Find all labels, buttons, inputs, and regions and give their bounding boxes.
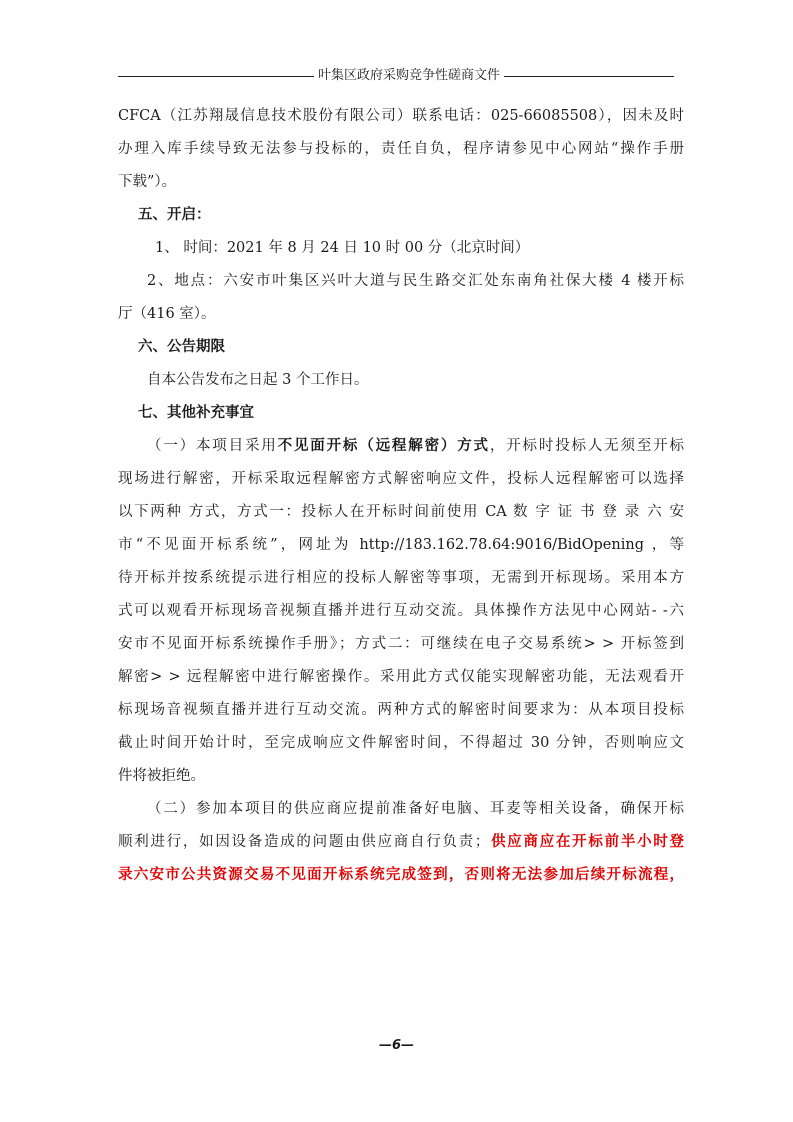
bold-emphasis: 不见面开标（远程解密）方式 (277, 438, 490, 454)
text-line (118, 826, 684, 859)
text-span: 顺利进行，如因设备造成的问题由供应商自行负责； (118, 834, 490, 850)
header-title: 叶集区政府采购竞争性磋商文件 (317, 68, 500, 83)
page-header (118, 66, 674, 86)
text-line: 安市不见面开标系统操作手册》；方式二：可继续在电子交易系统> > 开标签到 (118, 636, 684, 652)
text-span: ，开标时投标人无须至开标 (489, 438, 684, 454)
text-line: 办理入库手续导致无法参与投标的，责任自负，程序请参见中心网站“操作手册 (118, 141, 684, 157)
text-line: 以下两种 方式，方式一：投标人在开标时间前使用 CA 数 字 证 书 登 录 六 安 (118, 504, 684, 520)
text-line: 待开标并按系统提示进行相应的投标人解密等事项，无需到开标现场。采用本方 (118, 570, 684, 586)
page-number: —6— (378, 1038, 415, 1053)
text-line: 件将被拒绝。 (118, 768, 205, 784)
text-line: 厅（416 室）。 (118, 306, 216, 322)
red-emphasis-line: 录六安市公共资源交易不见面开标系统完成签到，否则将无法参加后续开标流程， (118, 867, 684, 883)
text-line: （二）参加本项目的供应商应提前准备好电脑、耳麦等相关设备，确保开标 (147, 801, 684, 817)
text-line (118, 430, 684, 463)
text-line: 2、地点：六安市叶集区兴叶大道与民生路交汇处东南角社保大楼 4 楼开标 (147, 273, 684, 289)
section-heading-7: 七、其他补充事宜 (138, 405, 254, 421)
text-line: 截止时间开始计时，至完成响应文件解密时间，不得超过 30 分钟，否则响应文 (118, 735, 684, 751)
text-line: 现场进行解密，开标采取远程解密方式解密响应文件，投标人远程解密可以选择 (118, 471, 684, 487)
text-line: 自本公告发布之日起 3 个工作日。 (147, 372, 369, 388)
text-line: 式可以观看开标现场音视频直播并进行互动交流。具体操作方法见中心网站- -六 (118, 603, 684, 619)
section-heading-6: 六、公告期限 (138, 339, 225, 355)
text-line: 标现场音视频直播并进行互动交流。两种方式的解密时间要求为：从本项目投标 (118, 702, 684, 718)
header-rule-right (504, 76, 674, 77)
header-rule-left (118, 76, 314, 77)
text-line: CFCA（江苏翔晟信息技术股份有限公司）联系电话：025-66085508），因未及时 (118, 108, 684, 124)
text-span: （一）本项目采用 (147, 438, 278, 454)
text-line: 市“不见面开标系统”，网址为 http://183.162.78.64:9016/BidOpening ，等 (118, 537, 684, 553)
text-line: 解密> > 远程解密中进行解密操作。采用此方式仅能实现解密功能，无法观看开 (118, 669, 684, 685)
text-line: 1、 时间：2021 年 8 月 24 日 10 时 00 分（北京时间） (155, 240, 530, 256)
section-heading-5: 五、开启： (138, 207, 211, 223)
red-emphasis: 供应商应在开标前半小时登 (489, 834, 684, 850)
document-body (118, 100, 684, 892)
text-line: 下载”）。 (118, 174, 177, 190)
